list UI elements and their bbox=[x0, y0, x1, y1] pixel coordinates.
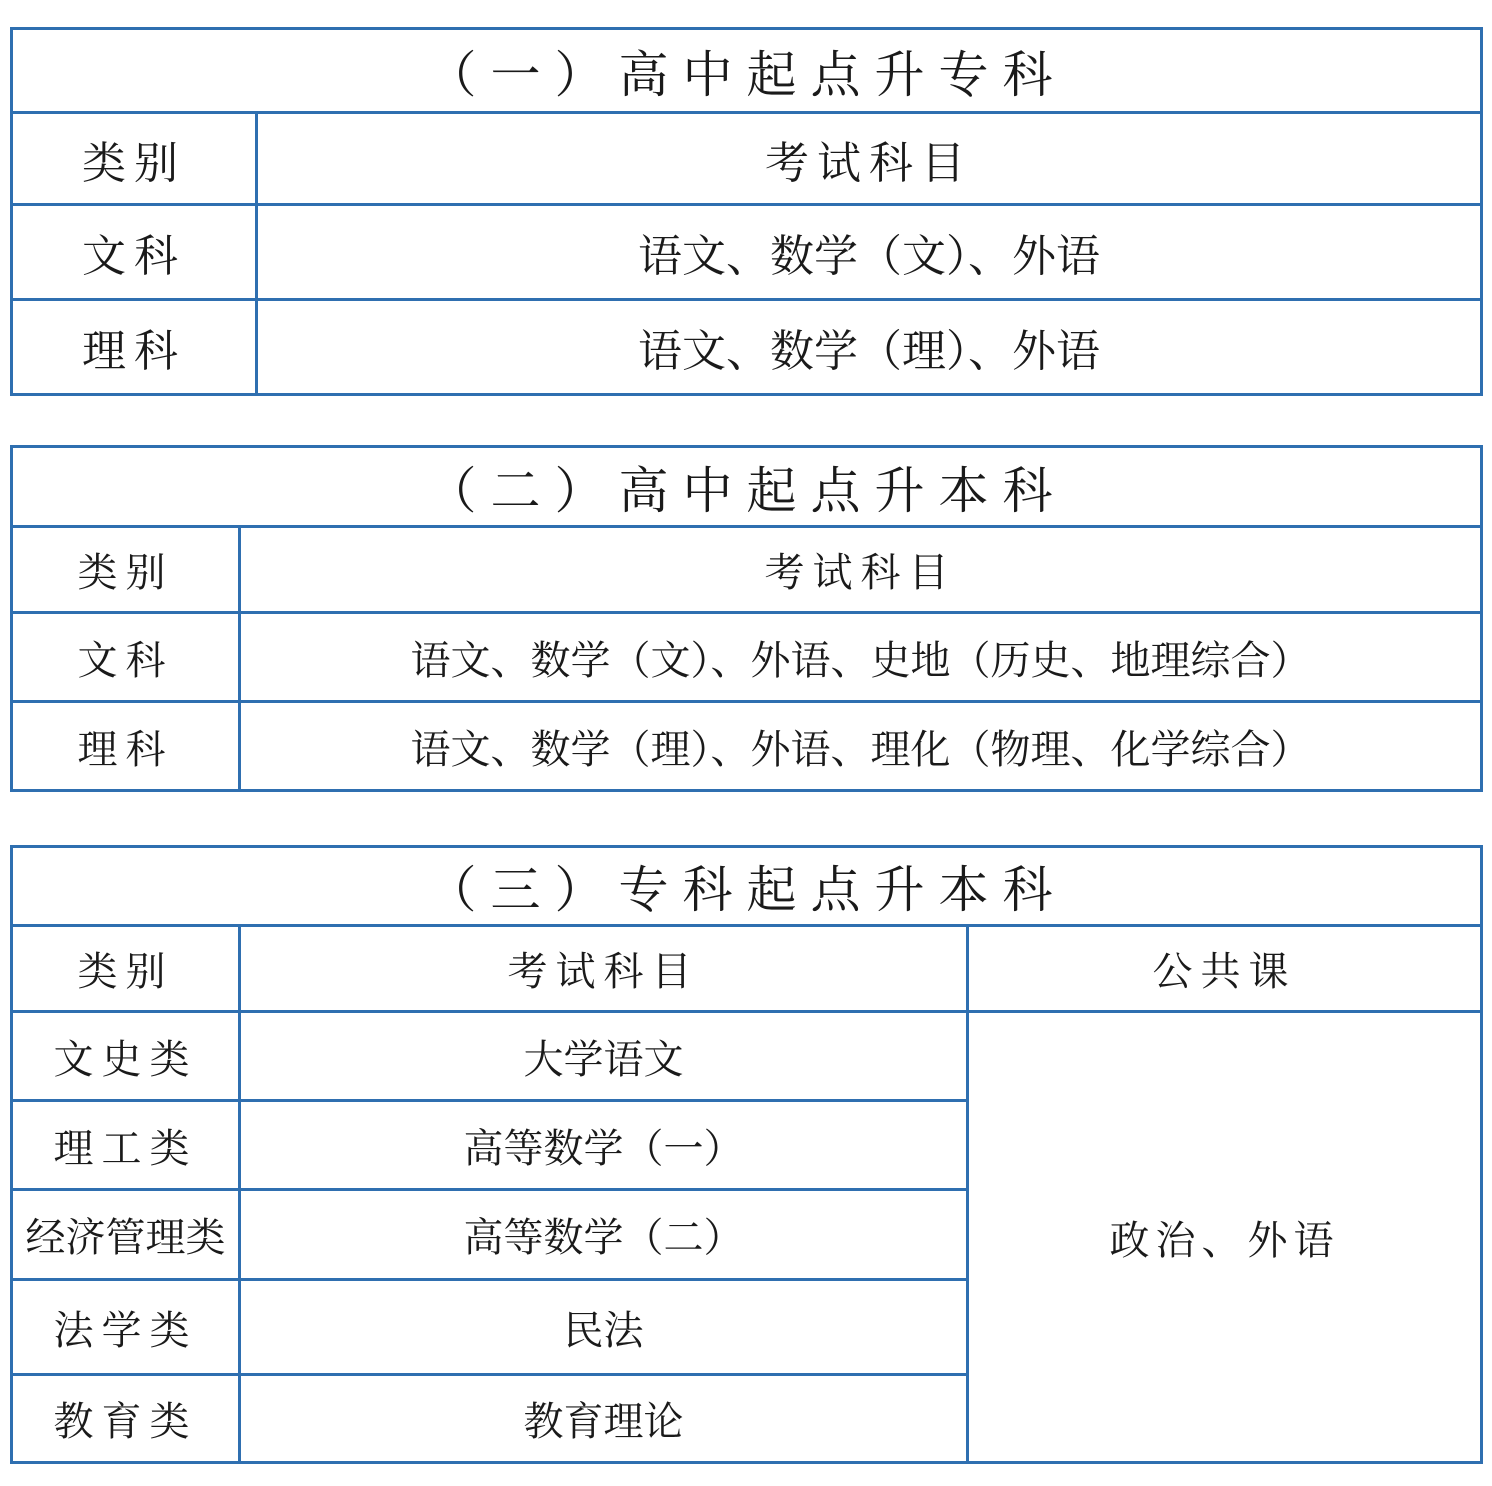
header-category: 类别 bbox=[12, 113, 257, 205]
row-category: 文科 bbox=[12, 613, 240, 702]
row-category: 理科 bbox=[12, 702, 240, 791]
table-high-school-to-bachelor bbox=[10, 445, 1483, 792]
public-course-cell: 政治、外语 bbox=[968, 1012, 1482, 1463]
header-category: 类别 bbox=[12, 527, 240, 613]
row-category: 经济管理类 bbox=[12, 1190, 240, 1280]
header-subjects: 考试科目 bbox=[257, 113, 1482, 205]
row-category: 文史类 bbox=[12, 1012, 240, 1101]
row-category: 法学类 bbox=[12, 1280, 240, 1375]
row-subjects: 语文、数学（理）、外语 bbox=[257, 300, 1482, 395]
row-subjects: 语文、数学（理）、外语、理化（物理、化学综合） bbox=[240, 702, 1482, 791]
header-category: 类别 bbox=[12, 926, 240, 1012]
row-category: 理科 bbox=[12, 300, 257, 395]
table-title: （一）高中起点升专科 bbox=[12, 29, 1482, 113]
row-category: 教育类 bbox=[12, 1375, 240, 1463]
table-title: （二）高中起点升本科 bbox=[12, 447, 1482, 527]
header-subjects: 考试科目 bbox=[240, 926, 968, 1012]
row-subjects: 民法 bbox=[240, 1280, 968, 1375]
table-junior-college-to-bachelor bbox=[10, 845, 1483, 1464]
row-subjects: 大学语文 bbox=[240, 1012, 968, 1101]
row-category: 文科 bbox=[12, 205, 257, 300]
row-category: 理工类 bbox=[12, 1101, 240, 1190]
row-subjects: 高等数学（二） bbox=[240, 1190, 968, 1280]
header-public-course: 公共课 bbox=[968, 926, 1482, 1012]
row-subjects: 教育理论 bbox=[240, 1375, 968, 1463]
table-title: （三）专科起点升本科 bbox=[12, 847, 1482, 926]
table-high-school-to-junior-college bbox=[10, 27, 1483, 396]
row-subjects: 语文、数学（文）、外语、史地（历史、地理综合） bbox=[240, 613, 1482, 702]
header-subjects: 考试科目 bbox=[240, 527, 1482, 613]
row-subjects: 语文、数学（文）、外语 bbox=[257, 205, 1482, 300]
row-subjects: 高等数学（一） bbox=[240, 1101, 968, 1190]
